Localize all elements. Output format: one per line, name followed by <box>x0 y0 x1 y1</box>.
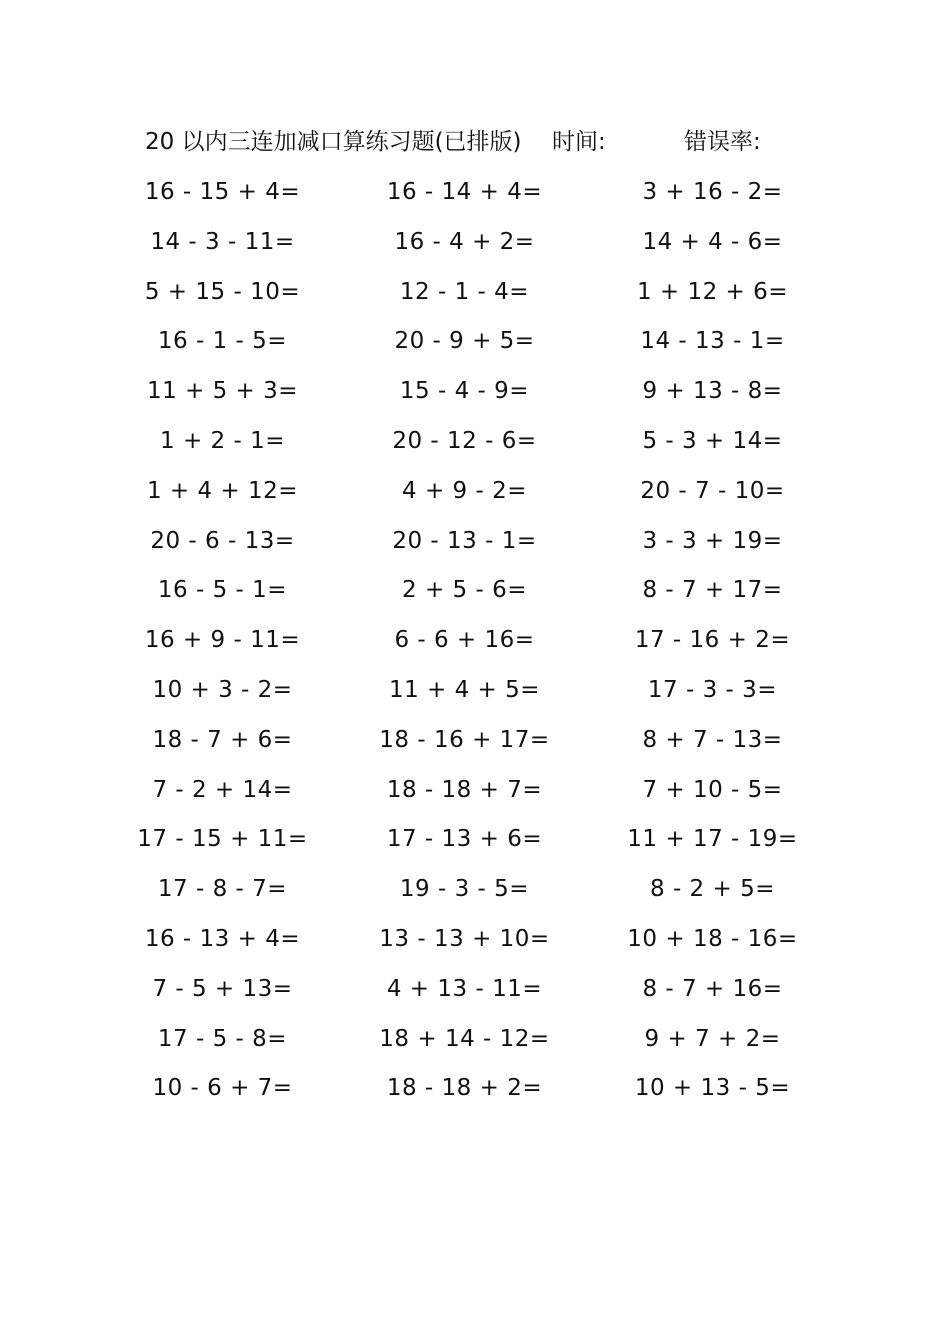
problem-item: 16 - 1 - 5= <box>157 328 288 355</box>
problem-item: 10 - 6 + 7= <box>152 1075 293 1102</box>
problem-item: 18 + 14 - 12= <box>379 1025 550 1052</box>
problem-item: 7 + 10 - 5= <box>642 776 783 803</box>
problem-item: 10 + 13 - 5= <box>634 1075 791 1102</box>
problem-item: 5 - 3 + 14= <box>642 427 783 454</box>
problem-item: 16 + 9 - 11= <box>144 627 301 654</box>
problem-item: 17 - 8 - 7= <box>157 876 288 903</box>
problem-item: 16 - 13 + 4= <box>144 925 301 952</box>
problem-item: 15 - 4 - 9= <box>399 378 530 405</box>
problem-item: 11 + 4 + 5= <box>388 676 541 703</box>
problem-item: 14 + 4 - 6= <box>642 228 783 255</box>
problem-item: 20 - 13 - 1= <box>392 527 537 554</box>
problem-item: 8 - 7 + 17= <box>642 577 783 604</box>
problem-grid <box>0 172 950 1118</box>
problem-item: 4 + 9 - 2= <box>402 477 527 504</box>
problem-item: 1 + 12 + 6= <box>636 278 789 305</box>
worksheet-title: 20 以内三连加减口算练习题(已排版) <box>145 129 522 155</box>
problem-row <box>0 421 950 471</box>
problem-row <box>0 371 950 421</box>
problem-row <box>0 570 950 620</box>
problem-item: 20 - 7 - 10= <box>640 477 785 504</box>
problem-item: 14 - 3 - 11= <box>150 228 295 255</box>
problem-item: 7 - 5 + 13= <box>152 975 293 1002</box>
problem-item: 8 - 7 + 16= <box>642 975 783 1002</box>
problem-item: 9 + 13 - 8= <box>642 378 783 405</box>
problem-item: 17 - 13 + 6= <box>386 826 543 853</box>
problem-item: 4 + 13 - 11= <box>386 975 543 1002</box>
problem-row <box>0 770 950 820</box>
problem-row <box>0 1019 950 1069</box>
problem-item: 12 - 1 - 4= <box>399 278 530 305</box>
worksheet-header <box>0 124 950 160</box>
problem-item: 7 - 2 + 14= <box>152 776 293 803</box>
problem-row <box>0 222 950 272</box>
problem-item: 20 - 9 + 5= <box>394 328 535 355</box>
problem-item: 16 - 5 - 1= <box>157 577 288 604</box>
problem-row <box>0 521 950 571</box>
problem-item: 9 + 7 + 2= <box>644 1025 781 1052</box>
problem-row <box>0 1068 950 1118</box>
problem-item: 5 + 15 - 10= <box>144 278 301 305</box>
problem-item: 3 + 16 - 2= <box>642 179 783 205</box>
problem-item: 6 - 6 + 16= <box>394 627 535 654</box>
problem-item: 10 + 3 - 2= <box>152 676 293 703</box>
problem-row <box>0 172 950 222</box>
problem-row <box>0 819 950 869</box>
problem-item: 20 - 6 - 13= <box>150 527 295 554</box>
problem-row <box>0 969 950 1019</box>
problem-item: 17 - 3 - 3= <box>647 676 778 703</box>
problem-item: 14 - 13 - 1= <box>640 328 785 355</box>
problem-item: 2 + 5 - 6= <box>402 577 527 604</box>
time-label: 时间: <box>552 129 606 155</box>
problem-item: 19 - 3 - 5= <box>399 876 530 903</box>
problem-row <box>0 620 950 670</box>
problem-item: 8 + 7 - 13= <box>642 726 783 753</box>
problem-item: 1 + 4 + 12= <box>146 477 299 504</box>
error-rate-label: 错误率: <box>684 129 761 155</box>
problem-item: 13 - 13 + 10= <box>379 925 550 952</box>
problem-item: 10 + 18 - 16= <box>627 925 798 952</box>
problem-item: 17 - 15 + 11= <box>137 826 308 853</box>
problem-row <box>0 272 950 322</box>
problem-item: 20 - 12 - 6= <box>392 427 537 454</box>
problem-row <box>0 670 950 720</box>
problem-item: 18 - 18 + 7= <box>386 776 543 803</box>
problem-row <box>0 919 950 969</box>
problem-item: 16 - 14 + 4= <box>386 179 543 205</box>
problem-item: 11 + 5 + 3= <box>146 378 299 405</box>
problem-row <box>0 869 950 919</box>
problem-item: 11 + 17 - 19= <box>627 826 798 853</box>
problem-row <box>0 321 950 371</box>
problem-item: 17 - 16 + 2= <box>634 627 791 654</box>
problem-item: 1 + 2 - 1= <box>160 427 285 454</box>
problem-item: 8 - 2 + 5= <box>650 876 775 903</box>
problem-item: 16 - 15 + 4= <box>144 179 301 205</box>
problem-item: 3 - 3 + 19= <box>642 527 783 554</box>
problem-item: 18 - 16 + 17= <box>379 726 550 753</box>
problem-row <box>0 471 950 521</box>
problem-row <box>0 720 950 770</box>
problem-item: 18 - 18 + 2= <box>386 1075 543 1102</box>
problem-item: 18 - 7 + 6= <box>152 726 293 753</box>
problem-item: 17 - 5 - 8= <box>157 1025 288 1052</box>
problem-item: 16 - 4 + 2= <box>394 228 535 255</box>
